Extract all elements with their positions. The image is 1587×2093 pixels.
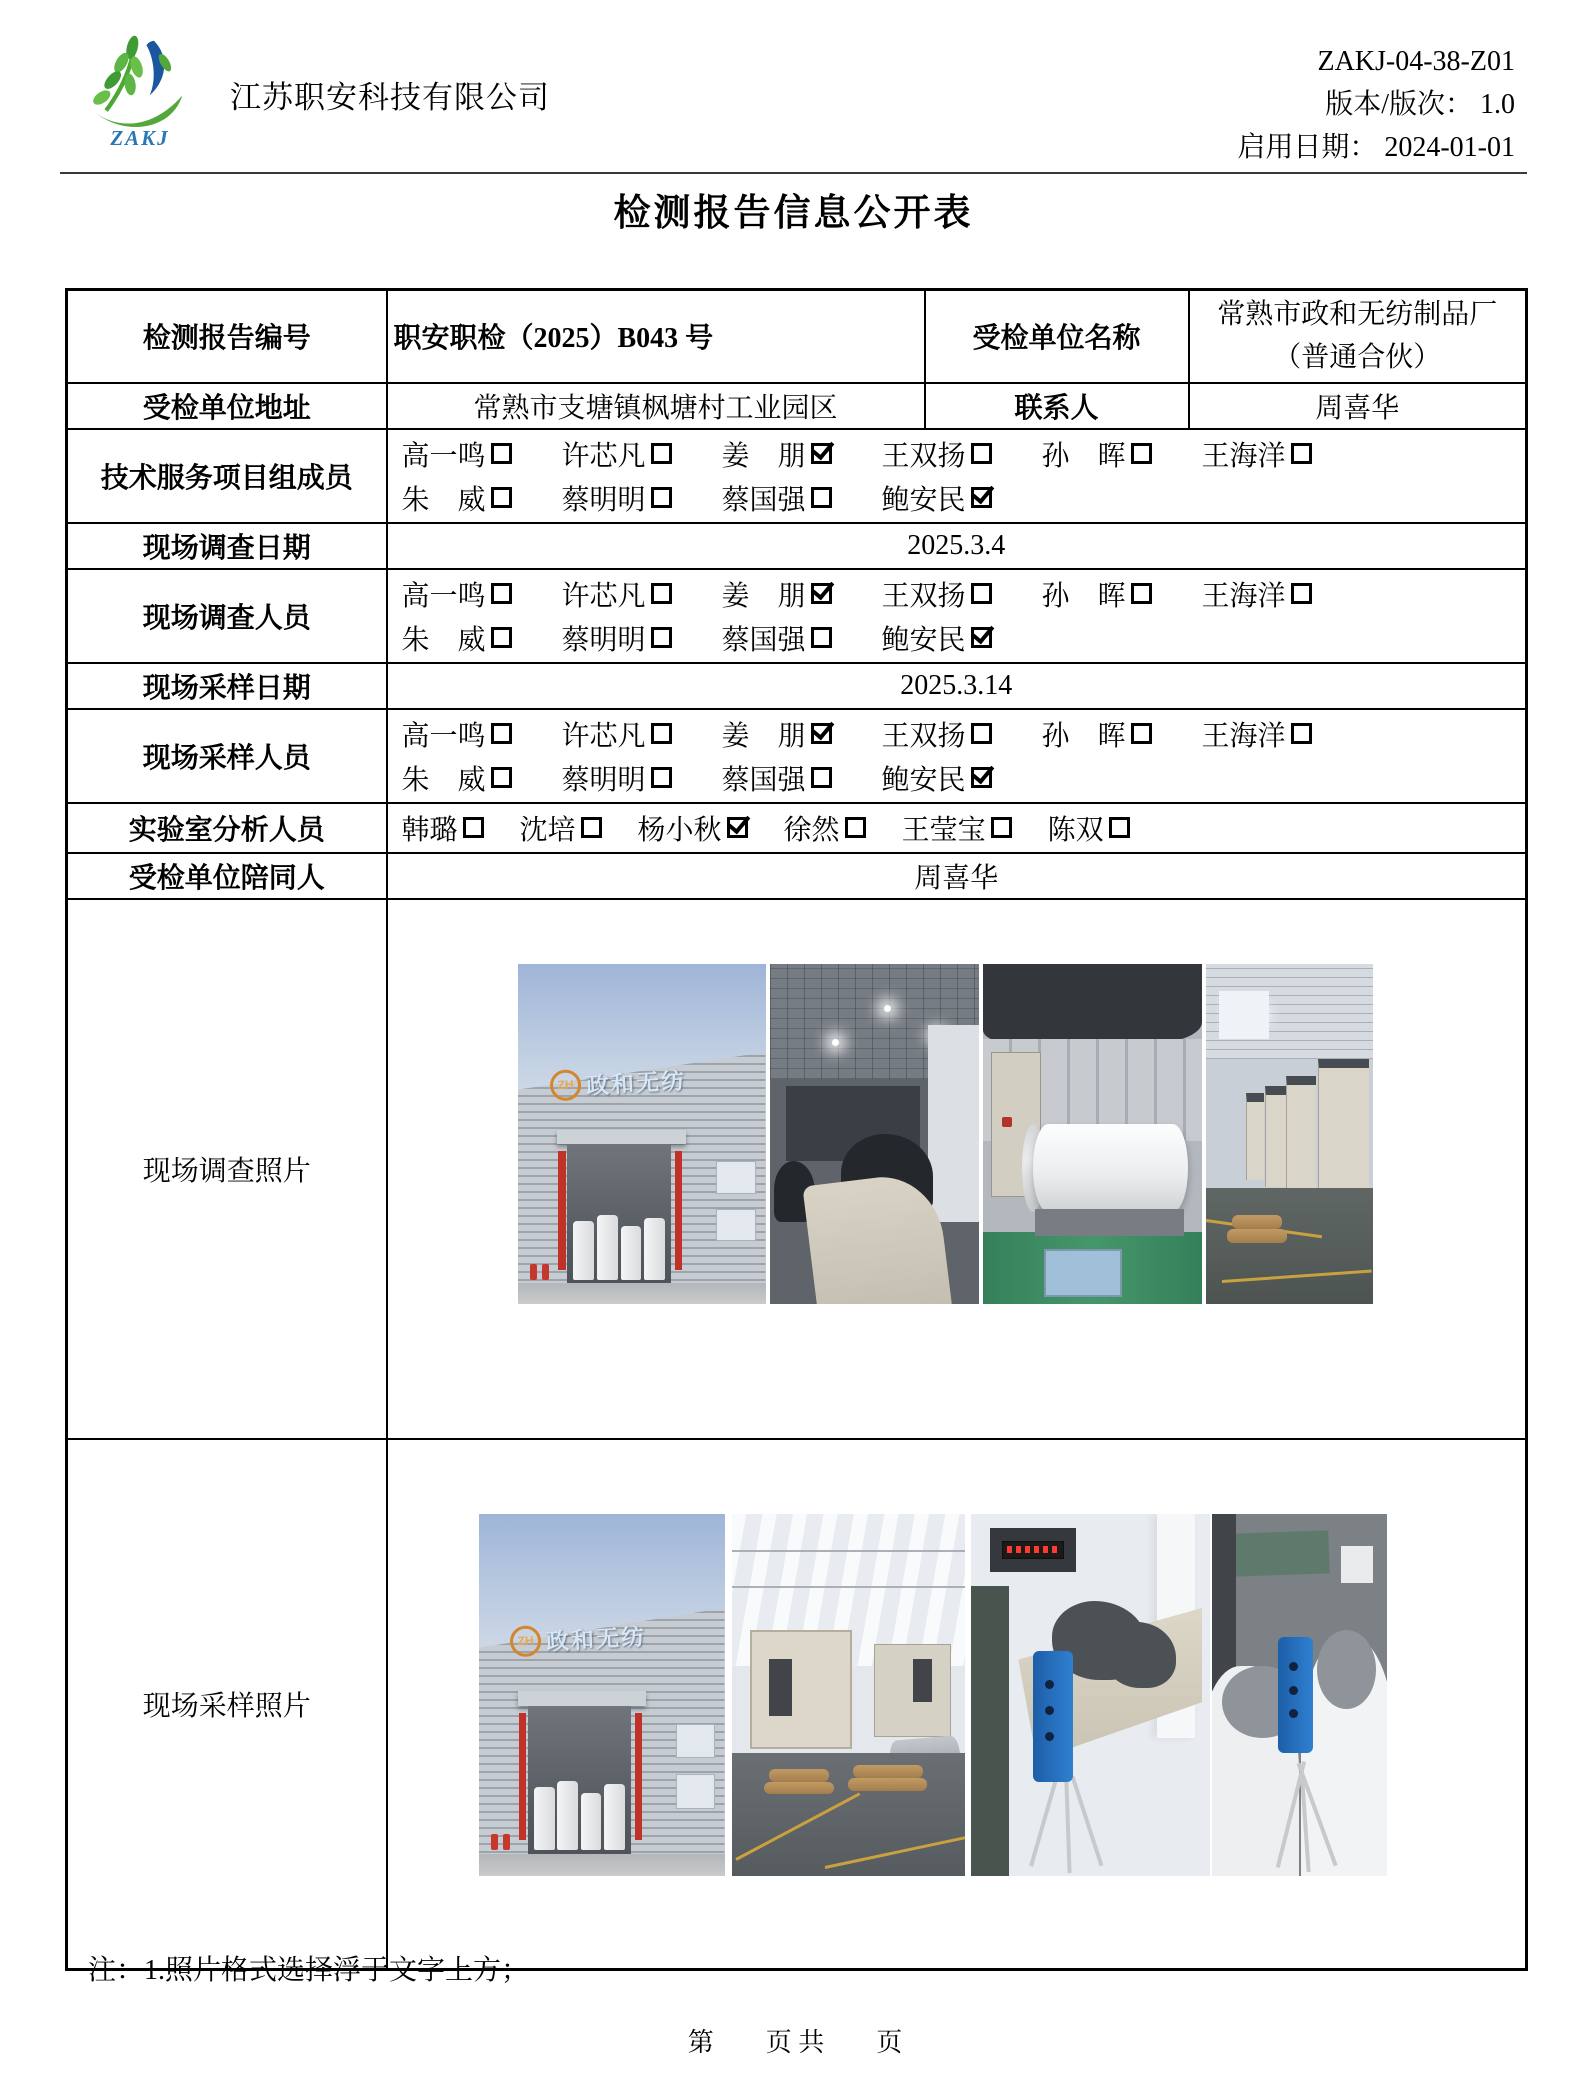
paper-tubes — [764, 1782, 834, 1795]
member-checkbox — [491, 723, 512, 744]
logo-text: ZAKJ — [110, 126, 170, 150]
table-row — [67, 663, 1527, 709]
member-name: 姜 朋 — [721, 720, 806, 752]
member-name: 杨小秋 — [637, 814, 722, 846]
member-checkbox — [1109, 817, 1130, 838]
red-banner — [635, 1713, 642, 1840]
table-row — [67, 1439, 1527, 1970]
white-fabric-roll — [1033, 1124, 1189, 1212]
member-name: 王双扬 — [881, 720, 966, 752]
member-item — [882, 758, 1042, 798]
paper-tubes — [1232, 1215, 1282, 1229]
table-row — [67, 523, 1527, 569]
survey-photos-cell — [387, 899, 1527, 1439]
red-banner — [519, 1713, 526, 1840]
document-meta — [1237, 40, 1515, 169]
contact-label: 联系人 — [925, 383, 1189, 429]
tripod-leg — [1065, 1782, 1072, 1873]
member-checkbox — [845, 817, 866, 838]
member-name: 孙 晖 — [1041, 440, 1126, 472]
member-item — [402, 618, 562, 658]
survey-date-value: 2025.3.4 — [387, 523, 1527, 569]
paper-tubes — [769, 1769, 830, 1782]
window — [716, 1209, 755, 1242]
member-checkbox — [491, 487, 512, 508]
member-name: 蔡国强 — [721, 764, 806, 796]
door-opening — [528, 1706, 631, 1858]
green-banner — [1232, 1530, 1330, 1577]
member-item — [402, 714, 562, 754]
sign-text: 政和无纺 — [585, 1068, 687, 1099]
member-name: 王双扬 — [881, 440, 966, 472]
document-code: ZAKJ-04-38-Z01 — [1317, 46, 1515, 77]
member-checkbox — [491, 627, 512, 648]
member-checkbox — [1131, 443, 1152, 464]
member-name: 韩璐 — [401, 814, 458, 846]
report-no-label: 检测报告编号 — [67, 290, 387, 383]
tripod-leg — [1071, 1776, 1104, 1867]
sign-text: 政和无纺 — [545, 1624, 648, 1656]
sampling-staff-cell — [387, 709, 1527, 803]
header-divider — [60, 172, 1527, 174]
member-item — [402, 758, 562, 798]
fabric-rolls — [573, 1211, 665, 1280]
table-row — [67, 290, 1527, 383]
led-display — [1002, 1541, 1064, 1558]
photo-survey-dark-workshop — [770, 964, 979, 1304]
window — [716, 1161, 755, 1194]
machine-panel — [913, 1659, 932, 1702]
page-title: 检测报告信息公开表 — [613, 193, 974, 234]
member-checkbox — [727, 817, 748, 838]
member-checkbox — [811, 767, 832, 788]
member-name: 蔡国强 — [721, 624, 806, 656]
member-item — [562, 618, 722, 658]
member-name: 许芯凡 — [561, 720, 646, 752]
member-name: 蔡明明 — [561, 624, 646, 656]
table-row — [67, 569, 1527, 663]
led-sign — [990, 1528, 1076, 1571]
company-name: 江苏职安科技有限公司 — [230, 80, 550, 115]
member-name: 高一鸣 — [401, 580, 486, 612]
cabinet — [1286, 1076, 1315, 1197]
member-line — [402, 756, 1520, 800]
member-name: 王海洋 — [1201, 580, 1286, 612]
member-name: 蔡国强 — [721, 484, 806, 516]
member-checkbox — [971, 723, 992, 744]
fire-extinguisher — [491, 1834, 498, 1850]
unit-addr-label: 受检单位地址 — [67, 383, 387, 429]
factory-sign — [549, 1062, 687, 1102]
member-checkbox — [651, 627, 672, 648]
photo-sampling-device-bags — [1212, 1514, 1387, 1876]
member-checkbox — [491, 583, 512, 604]
member-item — [402, 478, 562, 518]
window — [676, 1774, 715, 1809]
member-name: 高一鸣 — [401, 720, 486, 752]
team-label: 技术服务项目组成员 — [67, 429, 387, 523]
tripod-leg — [1029, 1776, 1059, 1868]
member-checkbox — [1131, 723, 1152, 744]
accompany-value: 周喜华 — [387, 853, 1527, 899]
member-item — [784, 808, 866, 848]
unit-name-label: 受检单位名称 — [925, 290, 1189, 383]
member-name: 王海洋 — [1201, 720, 1286, 752]
member-name: 孙 晖 — [1041, 720, 1126, 752]
footnote: 注：1.照片格式选择浮于文字上方； — [88, 1955, 530, 1986]
report-table — [65, 288, 1528, 1971]
member-item — [562, 758, 722, 798]
member-checkbox — [651, 723, 672, 744]
member-item — [1202, 714, 1362, 754]
member-item — [402, 574, 562, 614]
member-checkbox — [811, 627, 832, 648]
sampling-staff-label: 现场采样人员 — [67, 709, 387, 803]
contact-value: 周喜华 — [1189, 383, 1527, 429]
version-line: 版本/版次： 1.0 — [1325, 89, 1515, 120]
member-item — [722, 618, 882, 658]
photo-survey-cabinet-workshop — [1206, 964, 1373, 1304]
member-item — [1202, 574, 1362, 614]
member-name: 王双扬 — [881, 580, 966, 612]
member-checkbox — [811, 443, 832, 464]
member-checkbox — [581, 817, 602, 838]
member-name: 王莹宝 — [901, 814, 986, 846]
member-line — [402, 616, 1520, 660]
member-line — [402, 572, 1520, 616]
floor — [1206, 1188, 1373, 1304]
table-row — [67, 709, 1527, 803]
member-item — [562, 478, 722, 518]
member-item — [1048, 808, 1130, 848]
member-checkbox — [971, 443, 992, 464]
window — [676, 1724, 715, 1759]
member-line — [402, 712, 1520, 756]
report-no-value: 职安职检（2025）B043 号 — [387, 290, 925, 383]
zh-badge: ZH — [510, 1625, 543, 1658]
blue-table — [1044, 1249, 1122, 1297]
unit-name-value: 常熟市政和无纺制品厂（普通合伙） — [1189, 290, 1527, 383]
member-checkbox — [971, 487, 992, 508]
red-banner — [558, 1151, 565, 1270]
member-item — [722, 714, 882, 754]
member-checkbox — [971, 583, 992, 604]
ground — [518, 1283, 766, 1303]
lab-staff-cell — [387, 803, 1527, 853]
machine-base — [1035, 1209, 1184, 1236]
table-row — [67, 853, 1527, 899]
member-item — [1042, 434, 1202, 474]
ground — [479, 1854, 725, 1876]
member-checkbox — [1291, 583, 1312, 604]
machine-side — [971, 1586, 1009, 1876]
page-number: 第 页 共 页 — [687, 2028, 903, 2057]
member-line — [402, 432, 1520, 476]
ceiling-light — [832, 1039, 839, 1046]
window-band — [1219, 991, 1269, 1039]
member-item — [638, 808, 748, 848]
door-opening — [567, 1144, 671, 1287]
member-name: 姜 朋 — [721, 580, 806, 612]
survey-date-label: 现场调查日期 — [67, 523, 387, 569]
member-checkbox — [1291, 443, 1312, 464]
door-awning — [518, 1691, 646, 1705]
member-name: 鲍安民 — [881, 764, 966, 796]
member-name: 姜 朋 — [721, 440, 806, 472]
roof-truss — [732, 1586, 965, 1588]
door-awning — [557, 1130, 686, 1144]
cabinet — [1246, 1093, 1264, 1180]
sampler-device — [1033, 1651, 1074, 1781]
member-name: 朱 威 — [401, 764, 486, 796]
member-checkbox — [811, 583, 832, 604]
member-name: 朱 威 — [401, 624, 486, 656]
member-line — [402, 806, 1520, 850]
roof-truss — [732, 1550, 965, 1552]
member-checkbox — [651, 583, 672, 604]
survey-staff-cell — [387, 569, 1527, 663]
member-item — [1042, 574, 1202, 614]
fire-extinguisher — [530, 1264, 537, 1280]
wall — [928, 1025, 978, 1222]
member-item — [882, 434, 1042, 474]
member-item — [882, 714, 1042, 754]
sampling-date-value: 2025.3.14 — [387, 663, 1527, 709]
floor — [732, 1753, 965, 1876]
member-item — [1202, 434, 1362, 474]
member-item — [722, 758, 882, 798]
photo-sampling-device-hopper — [971, 1514, 1210, 1876]
member-checkbox — [811, 487, 832, 508]
member-checkbox — [463, 817, 484, 838]
survey-photos-label: 现场调查照片 — [67, 899, 387, 1439]
member-checkbox — [971, 627, 992, 648]
red-banner — [675, 1151, 682, 1270]
team-members-cell — [387, 429, 1527, 523]
member-item — [562, 574, 722, 614]
table-row — [67, 899, 1527, 1439]
member-item — [722, 478, 882, 518]
member-item — [882, 478, 1042, 518]
unit-addr-value: 常熟市支塘镇枫塘村工业园区 — [387, 383, 925, 429]
table-row — [67, 429, 1527, 523]
zh-badge: ZH — [549, 1069, 582, 1102]
member-checkbox — [651, 767, 672, 788]
company-logo — [82, 30, 200, 128]
sampling-photos-label: 现场采样照片 — [67, 1439, 387, 1970]
member-checkbox — [811, 723, 832, 744]
member-name: 徐然 — [783, 814, 840, 846]
member-checkbox — [1131, 583, 1152, 604]
survey-staff-label: 现场调查人员 — [67, 569, 387, 663]
machine-cabinet — [874, 1644, 951, 1737]
member-item — [902, 808, 1012, 848]
member-name: 鲍安民 — [881, 484, 966, 516]
photo-survey-factory-entrance — [518, 964, 766, 1304]
member-name: 许芯凡 — [561, 440, 646, 472]
member-name: 王海洋 — [1201, 440, 1286, 472]
fire-extinguisher — [503, 1834, 510, 1850]
member-checkbox — [991, 817, 1012, 838]
photo-survey-roll-machine — [983, 964, 1202, 1304]
sampling-photos-cell — [387, 1439, 1527, 1970]
red-badge — [1002, 1117, 1012, 1127]
member-checkbox — [651, 443, 672, 464]
member-item — [402, 808, 484, 848]
fabric-rolls — [534, 1777, 625, 1850]
accompany-label: 受检单位陪同人 — [67, 853, 387, 899]
member-item — [882, 574, 1042, 614]
member-checkbox — [651, 487, 672, 508]
lab-staff-label: 实验室分析人员 — [67, 803, 387, 853]
member-item — [402, 434, 562, 474]
paper-tubes — [853, 1765, 923, 1778]
member-name: 许芯凡 — [561, 580, 646, 612]
paper-tubes — [1227, 1229, 1287, 1243]
member-line — [402, 476, 1520, 520]
member-item — [562, 434, 722, 474]
paper-tubes — [848, 1778, 927, 1791]
machine-cabinet — [750, 1630, 852, 1750]
table-row — [67, 383, 1527, 429]
member-item — [1042, 714, 1202, 754]
fire-extinguisher — [542, 1264, 549, 1280]
machine-panel — [769, 1659, 792, 1717]
member-item — [882, 618, 1042, 658]
member-checkbox — [491, 443, 512, 464]
member-name: 鲍安民 — [881, 624, 966, 656]
photo-sampling-bright-workshop — [732, 1514, 965, 1876]
fiber-pile — [1317, 1630, 1377, 1710]
photo-sampling-factory-entrance — [479, 1514, 725, 1876]
member-item — [722, 434, 882, 474]
member-name: 孙 晖 — [1041, 580, 1126, 612]
sampler-device — [1278, 1637, 1313, 1753]
member-name: 高一鸣 — [401, 440, 486, 472]
enable-date-line: 启用日期： 2024-01-01 — [1237, 132, 1515, 163]
member-name: 朱 威 — [401, 484, 486, 516]
table-row — [67, 803, 1527, 853]
member-name: 沈培 — [519, 814, 576, 846]
member-item — [562, 714, 722, 754]
member-item — [722, 574, 882, 614]
cabinet — [1265, 1086, 1286, 1187]
white-sign — [1341, 1546, 1373, 1582]
member-checkbox — [971, 767, 992, 788]
dark-overhang — [983, 964, 1202, 1046]
member-checkbox — [1291, 723, 1312, 744]
member-checkbox — [491, 767, 512, 788]
member-name: 蔡明明 — [561, 484, 646, 516]
member-name: 蔡明明 — [561, 764, 646, 796]
member-item — [520, 808, 602, 848]
member-name: 陈双 — [1047, 814, 1104, 846]
sampling-date-label: 现场采样日期 — [67, 663, 387, 709]
